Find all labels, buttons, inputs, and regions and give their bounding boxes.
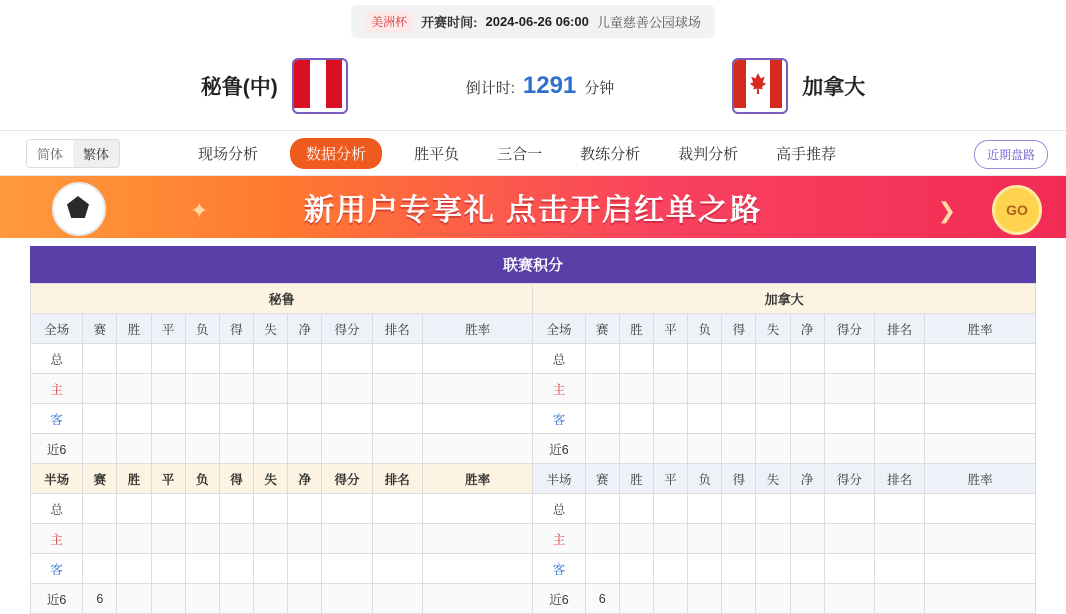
cell: [653, 584, 687, 614]
peru-flag-icon: [292, 58, 348, 114]
cell: [722, 584, 756, 614]
cell: [219, 524, 253, 554]
home-team-name: 秘鲁(中): [200, 76, 278, 99]
cell: [151, 404, 185, 434]
home-team[interactable]: [201, 58, 348, 114]
cell: [83, 554, 117, 584]
cell: [619, 344, 653, 374]
cell: [756, 374, 790, 404]
cell: [219, 404, 253, 434]
cell: [824, 524, 874, 554]
match-info-pill: [351, 5, 715, 38]
row-label-away-away: 客: [533, 404, 585, 434]
row-label-away-half-away: 客: [533, 554, 585, 584]
cell: [790, 434, 824, 464]
cell: [925, 524, 1036, 554]
cell: 6: [585, 584, 619, 614]
sparkle-right-icon: ❯: [937, 198, 956, 223]
cell: [653, 524, 687, 554]
row-label-home-half-home: 主: [31, 524, 83, 554]
row-label-home-half-away: 客: [31, 554, 83, 584]
cell: [653, 434, 687, 464]
cell: [824, 584, 874, 614]
cell: [151, 374, 185, 404]
cell: [688, 524, 722, 554]
cell: [874, 584, 924, 614]
col-home-ga: 失: [254, 314, 288, 344]
cell: [925, 584, 1036, 614]
cell: [185, 554, 219, 584]
col-away-winrate: 胜率: [925, 314, 1036, 344]
cell: [790, 344, 824, 374]
soccer-ball-icon: [52, 182, 106, 236]
cell: [219, 494, 253, 524]
cell: [585, 554, 619, 584]
cell: [619, 434, 653, 464]
cell: [756, 494, 790, 524]
tab-expert-picks[interactable]: 高手推荐: [776, 145, 837, 163]
cell: [185, 434, 219, 464]
cell: [322, 344, 372, 374]
cell: [422, 584, 533, 614]
kickoff-time: 2024-06-26 06:00: [485, 13, 589, 29]
cell: [422, 374, 533, 404]
cell: [722, 524, 756, 554]
cell: [219, 554, 253, 584]
cell: [288, 524, 322, 554]
cell: [117, 344, 151, 374]
cell: [288, 404, 322, 434]
col-away-half-winrate: 胜率: [925, 464, 1036, 494]
cell: [756, 554, 790, 584]
col-away-draw: 平: [653, 314, 687, 344]
cell: [688, 344, 722, 374]
col-home-points: 得分: [322, 314, 372, 344]
tab-three-in-one[interactable]: 三合一: [497, 145, 543, 163]
row-label-home-half-last6: 近6: [31, 584, 83, 614]
kickoff-label: 开赛时间:: [421, 14, 478, 30]
full-column-header-row: [31, 314, 1036, 344]
cell: [722, 494, 756, 524]
table-row: [31, 374, 1036, 404]
cup-tag: 美洲杯: [365, 11, 413, 32]
cell: [756, 344, 790, 374]
cell: [824, 434, 874, 464]
cell: [585, 524, 619, 554]
cell: [117, 494, 151, 524]
cell: [288, 554, 322, 584]
cell: [790, 494, 824, 524]
cell: [688, 584, 722, 614]
cell: [117, 554, 151, 584]
teams-row: [0, 42, 1066, 130]
standings-title: 联赛积分: [30, 246, 1036, 283]
cell: [925, 494, 1036, 524]
cell: [874, 524, 924, 554]
cell: [151, 554, 185, 584]
tab-live-analysis[interactable]: 现场分析: [198, 145, 259, 163]
cell: 6: [83, 584, 117, 614]
col-home-played: 赛: [83, 314, 117, 344]
col-home-half-winrate: 胜率: [422, 464, 533, 494]
cell: [254, 554, 288, 584]
cell: [254, 434, 288, 464]
row-label-home-away: 客: [31, 404, 83, 434]
cell: [874, 404, 924, 434]
cell: [219, 344, 253, 374]
cell: [322, 404, 372, 434]
col-home-winrate: 胜率: [422, 314, 533, 344]
col-away-half-win: 胜: [619, 464, 653, 494]
cell: [585, 404, 619, 434]
cell: [619, 524, 653, 554]
row-label-home-last6: 近6: [31, 434, 83, 464]
cell: [688, 434, 722, 464]
col-away-half-gf: 得: [722, 464, 756, 494]
cell: [925, 404, 1036, 434]
cell: [185, 404, 219, 434]
col-home-full: 全场: [31, 314, 83, 344]
col-home-half-gf: 得: [219, 464, 253, 494]
promo-go-button[interactable]: GO: [992, 185, 1042, 235]
countdown-value: 1291: [522, 72, 577, 99]
cell: [83, 494, 117, 524]
col-home-half-ga: 失: [254, 464, 288, 494]
cell: [372, 404, 422, 434]
cell: [653, 404, 687, 434]
cell: [117, 404, 151, 434]
language-toggle[interactable]: [26, 139, 120, 168]
table-row: [31, 524, 1036, 554]
cell: [151, 524, 185, 554]
cell: [185, 494, 219, 524]
cell: [653, 344, 687, 374]
cell: [288, 344, 322, 374]
col-home-half-points: 得分: [322, 464, 372, 494]
cell: [722, 554, 756, 584]
col-away-half: 半场: [533, 464, 585, 494]
cell: [151, 494, 185, 524]
cell: [790, 584, 824, 614]
cell: [322, 434, 372, 464]
cell: [824, 404, 874, 434]
cell: [117, 374, 151, 404]
cell: [790, 554, 824, 584]
cell: [151, 584, 185, 614]
cell: [151, 434, 185, 464]
col-home-half-rank: 排名: [372, 464, 422, 494]
col-home-lose: 负: [185, 314, 219, 344]
cell: [619, 584, 653, 614]
cell: [925, 554, 1036, 584]
cell: [322, 524, 372, 554]
table-row: [31, 404, 1036, 434]
table-row: [31, 344, 1036, 374]
cell: [722, 434, 756, 464]
cell: [619, 374, 653, 404]
cell: [117, 584, 151, 614]
col-away-half-lose: 负: [688, 464, 722, 494]
cell: [874, 554, 924, 584]
cell: [83, 434, 117, 464]
cell: [83, 404, 117, 434]
col-away-gd: 净: [790, 314, 824, 344]
countdown-unit: 分钟: [584, 80, 615, 97]
row-label-away-last6: 近6: [533, 434, 585, 464]
cell: [219, 434, 253, 464]
cell: [422, 344, 533, 374]
cell: [756, 404, 790, 434]
row-label-away-total: 总: [533, 344, 585, 374]
col-home-win: 胜: [117, 314, 151, 344]
col-home-draw: 平: [151, 314, 185, 344]
cell: [254, 374, 288, 404]
cell: [653, 374, 687, 404]
cell: [422, 434, 533, 464]
cell: [288, 494, 322, 524]
col-away-rank: 排名: [874, 314, 924, 344]
match-info-bar: [0, 0, 1066, 42]
cell: [874, 344, 924, 374]
row-label-away-half-last6: 近6: [533, 584, 585, 614]
cell: [372, 434, 422, 464]
table-row: [31, 494, 1036, 524]
cell: [824, 494, 874, 524]
cell: [688, 554, 722, 584]
cell: [874, 434, 924, 464]
cell: [688, 494, 722, 524]
cell: [372, 524, 422, 554]
col-away-half-draw: 平: [653, 464, 687, 494]
team-header-row: [31, 284, 1036, 314]
col-home-gd: 净: [288, 314, 322, 344]
cell: [322, 494, 372, 524]
col-home-gf: 得: [219, 314, 253, 344]
col-home-half-win: 胜: [117, 464, 151, 494]
countdown-label: 倒计时:: [465, 80, 515, 97]
tab-win-draw-lose[interactable]: 胜平负: [414, 145, 460, 163]
cell: [756, 584, 790, 614]
row-label-away-half-home: 主: [533, 524, 585, 554]
col-away-half-played: 赛: [585, 464, 619, 494]
nav-items: [192, 138, 842, 169]
cell: [790, 374, 824, 404]
cell: [185, 374, 219, 404]
table-row: [31, 554, 1036, 584]
canada-flag-icon: [732, 58, 788, 114]
cell: [422, 404, 533, 434]
cell: [925, 434, 1036, 464]
tab-coach-analysis[interactable]: 教练分析: [580, 145, 641, 163]
row-label-home-home: 主: [31, 374, 83, 404]
cell: [824, 554, 874, 584]
recent-odds-button[interactable]: 近期盘路: [974, 140, 1048, 169]
cell: [653, 494, 687, 524]
lang-simplified[interactable]: 简体: [27, 140, 73, 167]
col-home-half-played: 赛: [83, 464, 117, 494]
cell: [372, 344, 422, 374]
cell: [688, 374, 722, 404]
col-home-half-gd: 净: [288, 464, 322, 494]
standings-section: [0, 238, 1066, 614]
cell: [585, 344, 619, 374]
col-home-half-draw: 平: [151, 464, 185, 494]
col-away-half-gd: 净: [790, 464, 824, 494]
col-home-half: 半场: [31, 464, 83, 494]
standings-table: [30, 283, 1036, 614]
row-label-home-total: 总: [31, 344, 83, 374]
cell: [722, 404, 756, 434]
cell: [288, 434, 322, 464]
table-row: [31, 584, 1036, 614]
row-label-away-half-total: 总: [533, 494, 585, 524]
away-team-header: 加拿大: [533, 284, 1036, 314]
nav-bar: [0, 130, 1066, 176]
countdown: [466, 72, 615, 100]
cell: [83, 374, 117, 404]
col-away-played: 赛: [585, 314, 619, 344]
cell: [254, 584, 288, 614]
away-team[interactable]: [732, 58, 865, 114]
cell: [585, 434, 619, 464]
cell: [151, 344, 185, 374]
promo-banner-text: 新用户专享礼 点击开启红单之路: [303, 194, 763, 227]
cell: [185, 344, 219, 374]
lang-traditional[interactable]: 繁体: [73, 140, 119, 167]
cell: [653, 554, 687, 584]
cell: [254, 344, 288, 374]
cell: [117, 524, 151, 554]
cell: [372, 374, 422, 404]
cell: [288, 374, 322, 404]
cell: [619, 554, 653, 584]
cell: [322, 374, 372, 404]
cell: [372, 494, 422, 524]
cell: [874, 494, 924, 524]
col-away-gf: 得: [722, 314, 756, 344]
cell: [790, 524, 824, 554]
cell: [219, 374, 253, 404]
cell: [422, 524, 533, 554]
cell: [619, 404, 653, 434]
col-away-half-ga: 失: [756, 464, 790, 494]
cell: [722, 344, 756, 374]
cell: [722, 374, 756, 404]
cell: [83, 344, 117, 374]
col-away-win: 胜: [619, 314, 653, 344]
cell: [925, 344, 1036, 374]
table-row: [31, 434, 1036, 464]
col-home-half-lose: 负: [185, 464, 219, 494]
venue-name: 儿童慈善公园球场: [596, 14, 701, 30]
cell: [322, 554, 372, 584]
cell: [874, 374, 924, 404]
cell: [254, 404, 288, 434]
cell: [254, 524, 288, 554]
cell: [824, 344, 874, 374]
cell: [756, 434, 790, 464]
row-label-home-half-total: 总: [31, 494, 83, 524]
cell: [585, 494, 619, 524]
cell: [322, 584, 372, 614]
tab-data-analysis[interactable]: 数据分析: [290, 138, 382, 169]
cell: [790, 404, 824, 434]
col-away-full: 全场: [533, 314, 585, 344]
row-label-away-home: 主: [533, 374, 585, 404]
cell: [219, 584, 253, 614]
col-home-rank: 排名: [372, 314, 422, 344]
col-away-half-points: 得分: [824, 464, 874, 494]
away-team-name: 加拿大: [802, 76, 866, 99]
cell: [688, 404, 722, 434]
cell: [756, 524, 790, 554]
col-away-ga: 失: [756, 314, 790, 344]
cell: [185, 524, 219, 554]
cell: [372, 584, 422, 614]
col-away-points: 得分: [824, 314, 874, 344]
cell: [422, 554, 533, 584]
cell: [83, 524, 117, 554]
cell: [925, 374, 1036, 404]
cell: [185, 584, 219, 614]
half-column-header-row: [31, 464, 1036, 494]
cell: [422, 494, 533, 524]
cell: [619, 494, 653, 524]
cell: [585, 374, 619, 404]
cell: [117, 434, 151, 464]
cell: [824, 374, 874, 404]
home-team-header: 秘鲁: [31, 284, 533, 314]
promo-banner[interactable]: [0, 176, 1066, 238]
cell: [254, 494, 288, 524]
cell: [372, 554, 422, 584]
col-away-half-rank: 排名: [874, 464, 924, 494]
sparkle-left-icon: ✦: [190, 198, 209, 223]
col-away-lose: 负: [688, 314, 722, 344]
cell: [288, 584, 322, 614]
tab-referee-analysis[interactable]: 裁判分析: [678, 145, 739, 163]
